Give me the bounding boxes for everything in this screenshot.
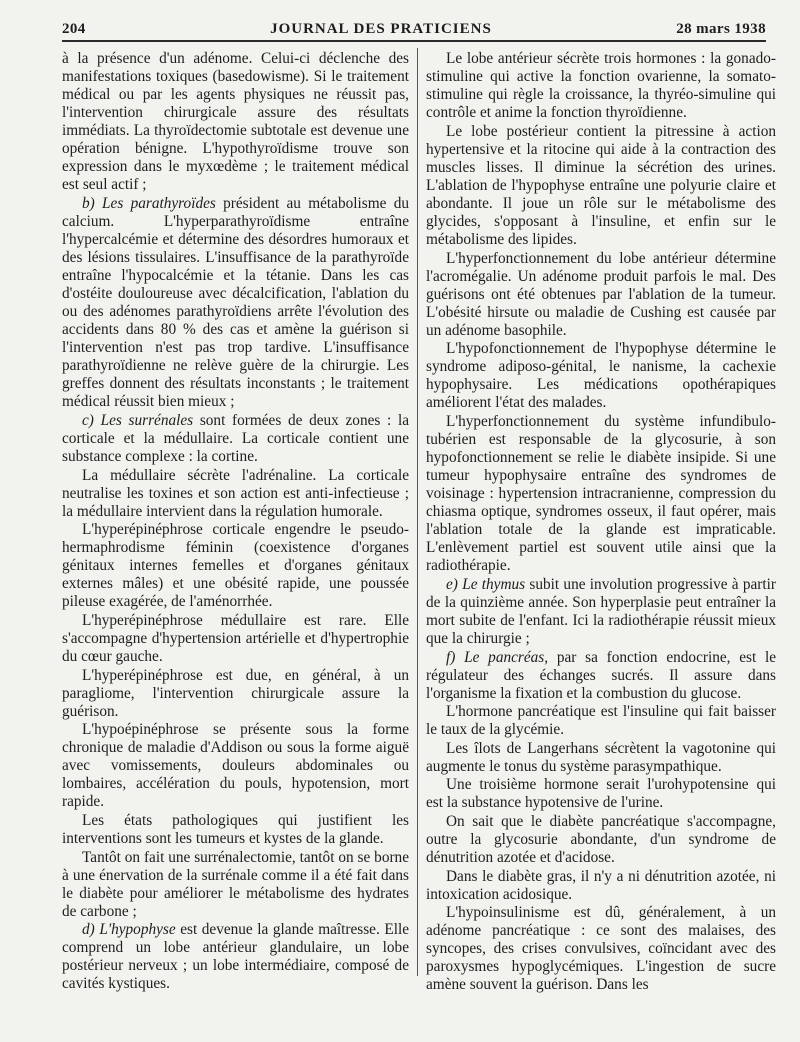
issue-date: 28 mars 1938 (676, 21, 766, 37)
left-column (62, 50, 409, 993)
paragraph: L'hormone pancréatique est l'insuline qui fait baisser le taux de la glycémie. (426, 703, 776, 739)
section-label: f) (446, 648, 456, 666)
section-label: e) (446, 575, 458, 593)
paragraph: Tantôt on fait une surrénalectomie, tantôt on se borne à une énervation de la surrénale comme il a été fait dans le diabète pour améliorer le métabolisme des hydrates de carbone ; (62, 848, 409, 920)
paragraph: La médullaire sécrète l'adrénaline. La corticale neutralise les toxines et son action est anti-infectieuse ; la médullaire intervient dans la régulation humorale. (62, 466, 409, 520)
section-surrenales (62, 412, 409, 466)
paragraph: Dans le diabète gras, il n'y a ni dénutrition azotée, ni intoxication acidosique. (426, 867, 776, 903)
section-title: Le thymus (462, 575, 526, 593)
journal-title: JOURNAL DES PRATICIENS (270, 21, 492, 37)
section-title: Les parathyroïdes (102, 194, 216, 212)
section-thymus (426, 576, 776, 648)
paragraph: L'hypofonctionnement de l'hypophyse détermine le syndrome adiposo-génital, le nanisme, la cachexie hypophysaire. Les médications opothérapiques améliorent l'état des malades. (426, 340, 776, 412)
paragraph: On sait que le diabète pancréatique s'accompagne, outre la glycosurie abondante, d'un syndrome de dénutrition azotée et d'acidose. (426, 812, 776, 867)
section-pancreas (426, 649, 776, 703)
paragraph: Les îlots de Langerhans sécrètent la vagotonine qui augmente le tonus du système parasympathique. (426, 739, 776, 775)
paragraph: Les états pathologiques qui justifient les interventions sont les tumeurs et kystes de la glande. (62, 811, 409, 848)
paragraph: L'hyperfonctionnement du lobe antérieur détermine l'acromégalie. Un adénome produit parfois le mal. Des guérisons ont été obtenues par l'ablation de la tumeur. L'obésité hirsute ou maladie de Cushing est causée par un adénome basophile. (426, 249, 776, 339)
section-label: d) (82, 921, 95, 939)
paragraph: L'hypoinsulinisme est dû, généralement, à un adénome pancréatique : ce sont des malaises, des syncopes, des crises convulsives, coïncidant avec des paroxysmes hypoglycémiques. L'ingestion de sucre amène souvent la guérison. Dans les (426, 904, 776, 994)
paragraph: L'hypoépinéphrose se présente sous la forme chronique de maladie d'Addison ou sous la forme aiguë avec vomissements, douleurs abdominales ou lombaires, accélération du pouls, hypotension, mort rapide. (62, 721, 409, 811)
paragraph: Le lobe postérieur contient la pitressine à action hypertensive et la ritocine qui aide à la contraction des muscles lisses. Il diminue la sécrétion des urines. L'ablation de l'hypophyse entraîne une polyurie claire et abondante. Il joue un rôle sur le métabolisme des glycides, s'opposant à l'insuline, et enfin sur le métabolisme des lipides. (426, 122, 776, 248)
paragraph: Le lobe antérieur sécrète trois hormones : la gonado-stimuline qui active la fonction ovarienne, la somato-stimuline qui règle la croissance, la thyréo-simuline qui contrôle et anime la fonction thyroïdienne. (426, 50, 776, 122)
paragraph: à la présence d'un adénome. Celui-ci déclenche des manifestations toxiques (basedowisme). Si le traitement médical ou par les agents physiques ne réussit pas, l'intervention chirurgicale assure des résultats immédiats. La thyroïdectomie subtotale est devenue une opération bénigne. L'hypothyroïdisme trouve son expression dans le myxœdème ; le traitement médical est seul actif ; (62, 50, 409, 194)
section-text: subit une involution progressive à partir de la quinzième année. Son hyperplasie peut entraîner la mort subite de l'enfant. Ici la radiothérapie réussit mieux que la chirurgie ; (426, 575, 776, 647)
section-parathyroides (62, 195, 409, 412)
page-number: 204 (62, 21, 86, 37)
section-text: par sa fonction endocrine, est le régulateur des échanges sucrés. Il assure dans l'organisme la fixation et la combustion du glucose. (426, 648, 777, 702)
section-hypophyse (62, 921, 409, 993)
section-title: Les surrénales (100, 411, 194, 429)
paragraph: L'hyperépinéphrose est due, en général, à un paragliome, l'intervention chirurgicale assure la guérison. (62, 666, 409, 720)
section-label: c) (82, 411, 94, 429)
paragraph: L'hyperfonctionnement du système infundibulo-tubérien est responsable de la glycosurie, à son hypofonctionnement se relie le diabète insipide. Si une tumeur hypophysaire entraîne des syndromes de voisinage : hypertension intracranienne, compression du chiasma optique, syndromes osseux, il faut opérer, mais l'ablation totale de la glande est impraticable. L'enlèvement partiel est souvent utile ainsi que la radiothérapie. (426, 412, 776, 575)
paragraph: Une troisième hormone serait l'urohypotensine qui est la substance hypotensive de l'urine. (426, 776, 776, 812)
column-divider (417, 48, 418, 976)
section-title: L'hypophyse (99, 921, 176, 939)
section-label: b) (82, 194, 95, 212)
section-text: sont formées de deux zones : la corticale et la médullaire. La corticale contient une substance complexe : la cortine. (62, 411, 410, 466)
section-text: est devenue la glande maîtresse. Elle comprend un lobe antérieur glandulaire, un lobe postérieur nerveux ; un lobe intermédiaire, composé de cavités kystiques. (62, 921, 409, 993)
page-header (62, 16, 766, 42)
right-column (426, 50, 776, 994)
paragraph: L'hyperépinéphrose corticale engendre le pseudo-hermaphrodisme féminin (coexistence d'organes génitaux internes femelles et d'organes génitaux externes mâles) et une obésité rapide, une poussée pileuse exagérée, de l'aménorrhée. (62, 521, 409, 611)
section-text: président au métabolisme du calcium. L'hyperparathyroïdisme entraîne l'hypercalcémie et détermine des désordres humoraux et des lésions tissulaires. L'insuffisance de la parathyroïde entraîne l'hypocalcémie et la tétanie. Dans les cas d'ostéite douloureuse avec décalcification, l'ablation du ou des adénomes parathyroïdiens arrête l'évolution des accidents dans 80 % des cas et amène la guérison si l'intervention n'est pas trop tardive. L'insuffisance parathyroïdienne ne relève guère de la chirurgie. Les greffes donnent des résultats inconstants ; le traitement médical réussit bien mieux ; (62, 194, 409, 411)
section-title: Le pancréas, (464, 648, 549, 666)
paragraph: L'hyperépinéphrose médullaire est rare. Elle s'accompagne d'hypertension artérielle et d'hypertrophie du cœur gauche. (62, 611, 409, 666)
